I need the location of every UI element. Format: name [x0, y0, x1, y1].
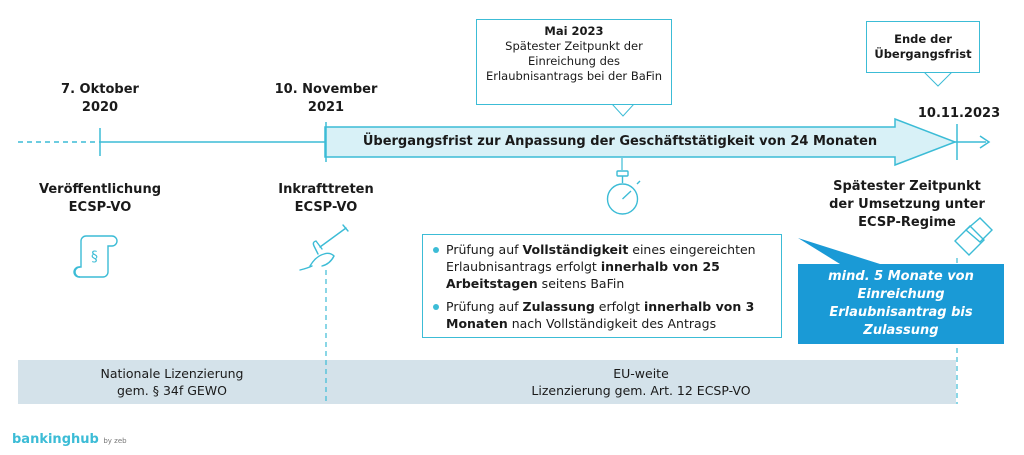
paper-scroll-icon	[74, 236, 117, 277]
callout-end-pointer	[924, 72, 952, 86]
info-item-completeness: Prüfung auf Vollständigkeit eines eingereichten Erlaubnisantrags erfolgt innerhalb von 25 Arbeitstagen seitens BaFin	[431, 241, 775, 292]
milestone-event-2023: Spätester Zeitpunkt der Umsetzung unter ECSP-Regime	[829, 179, 985, 230]
callout-end-text: Ende der Übergangsfrist	[874, 32, 972, 61]
transition-period-label: Übergangsfrist zur Anpassung der Geschäftstätigkeit von 24 Monaten	[362, 134, 878, 149]
brand-logo: bankinghub by zeb	[12, 432, 127, 447]
milestone-date-2020: 7. Oktober 2020	[61, 82, 139, 115]
blue-note-pointer	[798, 238, 880, 264]
band-eu-text: EU-weite Lizenzierung gem. Art. 12 ECSP-VO	[531, 366, 751, 398]
callout-may-title: Mai 2023	[544, 24, 604, 38]
callout-may-pointer	[612, 104, 634, 116]
signing-hand-icon	[300, 225, 348, 270]
milestone-event-2021: Inkrafttreten ECSP-VO	[278, 182, 374, 215]
callout-may-2023	[476, 19, 672, 105]
callout-end-of-transition	[866, 21, 980, 73]
milestone-event-2020: Veröffentlichung ECSP-VO	[38, 182, 161, 215]
blue-duration-note	[798, 264, 1004, 344]
blue-note-text: mind. 5 Monate von Einreichung Erlaubnisantrag bis Zulassung	[828, 269, 974, 338]
review-info-box	[422, 234, 782, 338]
milestone-date-2023: 10.11.2023	[917, 106, 1001, 121]
stopwatch-icon	[608, 171, 641, 214]
svg-text:§: §	[91, 249, 98, 265]
band-national-text: Nationale Lizenzierung gem. § 34f GEWO	[100, 366, 244, 398]
info-item-approval: Prüfung auf Zulassung erfolgt innerhalb von 3 Monaten nach Vollständigkeit des Antrags	[431, 298, 775, 332]
milestone-date-2021: 10. November 2021	[274, 82, 378, 115]
callout-may-text: Spätester Zeitpunkt der Einreichung des Erlaubnisantrags bei der BaFin	[485, 39, 663, 83]
